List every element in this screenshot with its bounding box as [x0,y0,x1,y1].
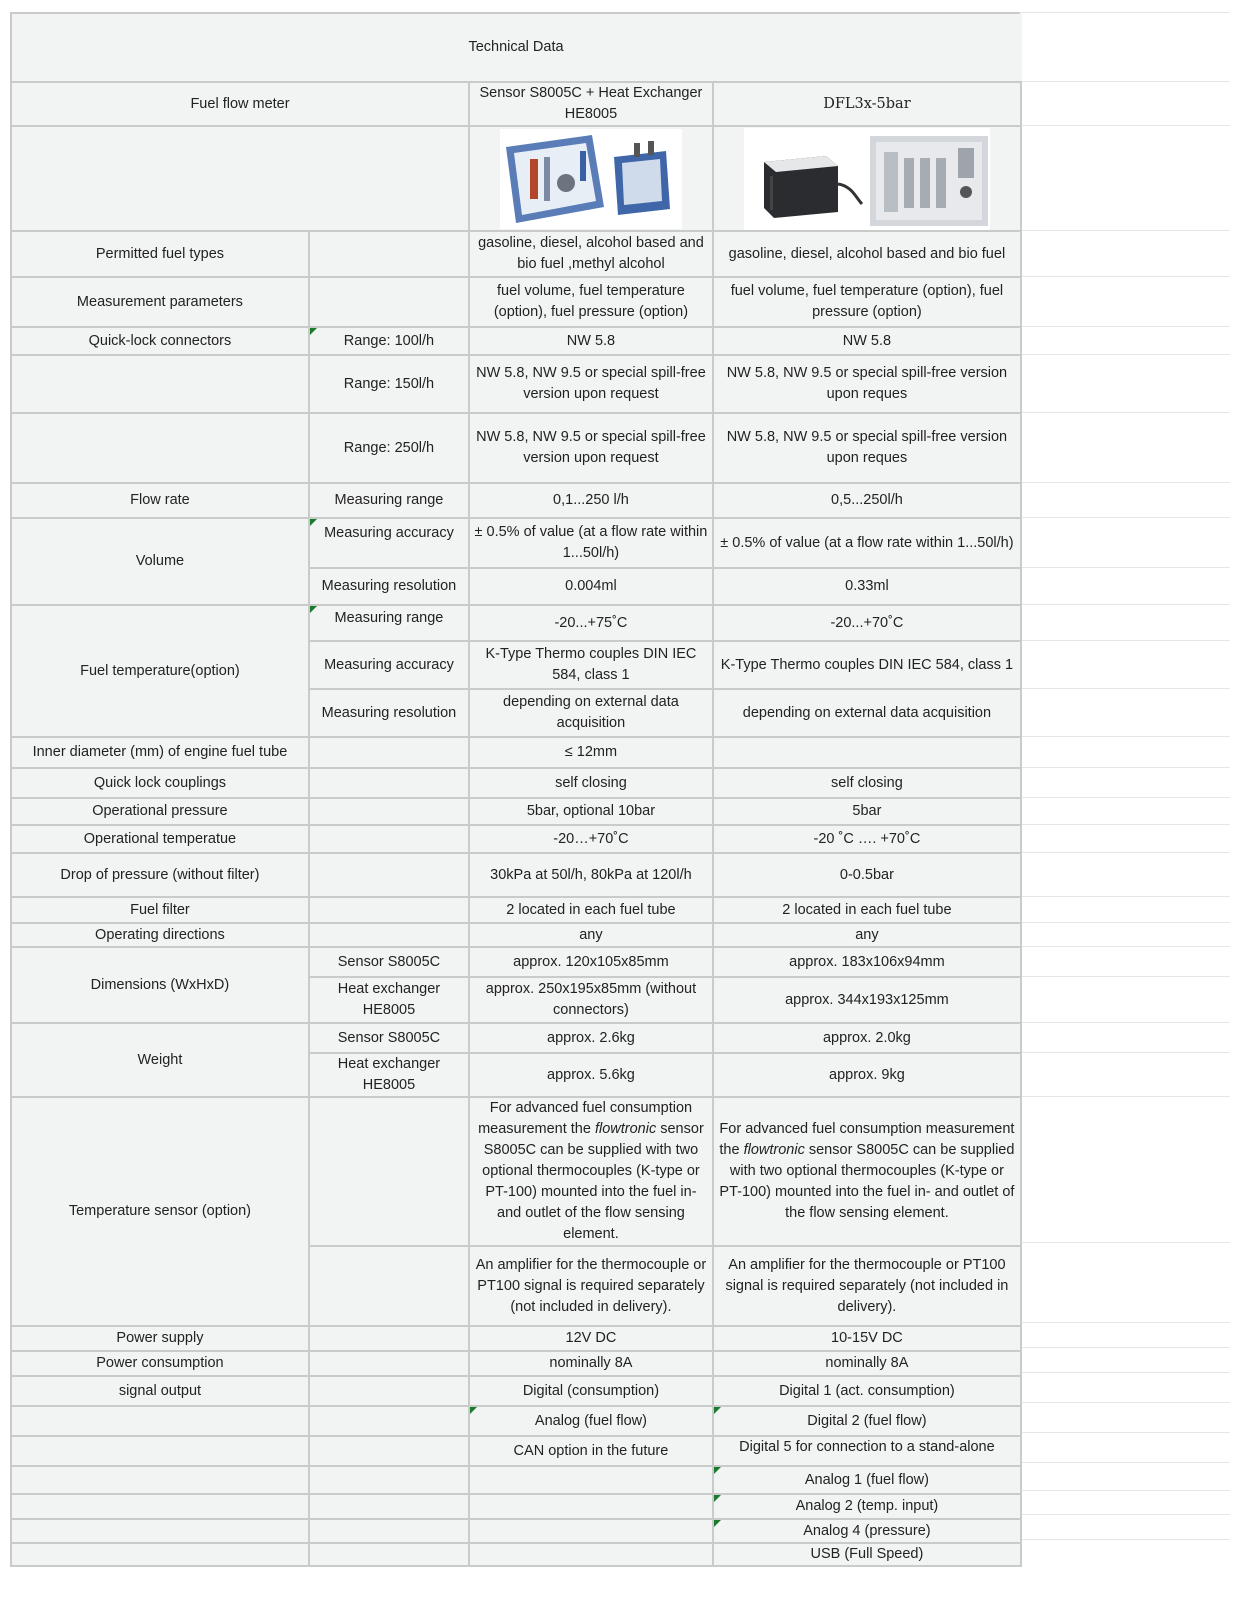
value-a: approx. 5.6kg [469,1053,713,1097]
row-label: Operational temperatue [11,825,309,853]
value-b: ± 0.5% of value (at a flow rate within 1...50l/h) [713,518,1021,568]
row-label: Measurement parameters [11,277,309,327]
row-volume-accuracy [11,518,1021,568]
row-label: signal output [11,1376,309,1406]
empty-cell [309,1466,469,1494]
value-b: 0,5...250l/h [713,483,1021,518]
row-operational-pressure [11,798,1021,825]
value-a: self closing [469,768,713,798]
value-b: nominally 8A [713,1351,1021,1376]
value-b: fuel volume, fuel temperature (option), fuel pressure (option) [713,277,1021,327]
row-label: Operating directions [11,923,309,947]
technical-data-table [10,12,1022,1567]
empty-cell [309,1519,469,1543]
sub-label: Sensor S8005C [309,947,469,977]
value-b: 2 located in each fuel tube [713,897,1021,923]
row-dimensions-sensor [11,947,1021,977]
empty-cell [309,825,469,853]
value-a: approx. 120x105x85mm [469,947,713,977]
value-text: Digital 2 (fuel flow) [807,1412,927,1429]
empty-cell [309,1436,469,1466]
row-label: Permitted fuel types [11,231,309,277]
value-b [713,1406,1021,1436]
sub-label [309,327,469,355]
value-a: NW 5.8, NW 9.5 or special spill-free version upon request [469,355,713,413]
row-quick-lock-150 [11,355,1021,413]
row-label: Temperature sensor (option) [11,1097,309,1326]
page-title: Technical Data [11,13,1021,82]
empty-cell [11,1406,309,1436]
empty-cell [309,737,469,768]
empty-cell [309,1543,469,1566]
value-a: NW 5.8, NW 9.5 or special spill-free version upon request [469,413,713,483]
sub-label: Measuring accuracy [309,641,469,689]
value-b: K-Type Thermo couples DIN IEC 584, class 1 [713,641,1021,689]
empty-cell [309,1326,469,1351]
row-signal-output-3 [11,1436,1021,1466]
row-fuel-temp-range [11,605,1021,641]
value-a: approx. 2.6kg [469,1023,713,1053]
empty-cell [309,1097,469,1246]
row-label: Weight [11,1023,309,1097]
value-b: -20...+70˚C [713,605,1021,641]
header-label: Fuel flow meter [11,82,469,126]
value-a [469,1519,713,1543]
value-b: -20 ˚C …. +70˚C [713,825,1021,853]
row-fuel-filter [11,897,1021,923]
value-a: depending on external data acquisition [469,689,713,737]
row-label: Quick lock couplings [11,768,309,798]
value-a: ± 0.5% of value (at a flow rate within 1...50l/h) [469,518,713,568]
value-b: Digital 1 (act. consumption) [713,1376,1021,1406]
value-a: CAN option in the future [469,1436,713,1466]
text-part: For advanced fuel consumption measurement the [478,1100,693,1137]
sub-label-text: Range: 100l/h [343,332,435,349]
text-part: sensor S8005C can be supplied with two optional thermocouples (K-type or PT-100) mounted into the fuel in- and outlet of the flow sensing element. [482,1121,704,1242]
empty-cell [309,768,469,798]
sub-label: Measuring resolution [309,689,469,737]
value-b: NW 5.8, NW 9.5 or special spill-free version upon reques [713,413,1021,483]
row-label: Flow rate [11,483,309,518]
empty-cell [309,1376,469,1406]
value-b [713,1097,1021,1246]
title-row [11,13,1021,82]
sub-label: Sensor S8005C [309,1023,469,1053]
sub-label: Heat exchanger HE8005 [309,977,469,1023]
sub-label: Range: 150l/h [309,355,469,413]
value-a: 2 located in each fuel tube [469,897,713,923]
empty-cell [11,126,469,231]
value-text: Analog 2 (temp. input) [795,1498,939,1514]
value-a: 12V DC [469,1326,713,1351]
sub-label: Measuring range [309,483,469,518]
row-inner-diameter [11,737,1021,768]
row-label: Fuel filter [11,897,309,923]
sub-label: Measuring resolution [309,568,469,605]
value-b [713,1494,1021,1519]
row-quick-lock-250 [11,413,1021,483]
row-signal-output-7 [11,1543,1021,1566]
value-text: Analog 4 (pressure) [803,1522,931,1539]
value-b [713,1466,1021,1494]
value-a [469,1466,713,1494]
empty-cell [309,1406,469,1436]
brand-name: flowtronic [594,1121,657,1137]
empty-cell [11,355,309,413]
value-a: ≤ 12mm [469,737,713,768]
row-weight-sensor [11,1023,1021,1053]
row-quick-lock-100 [11,327,1021,355]
spreadsheet-gridlines [1020,12,1230,1592]
value-b [713,1519,1021,1543]
text-part: For advanced fuel consumption measurement the [719,1121,1015,1158]
sub-label: Range: 250l/h [309,413,469,483]
value-a: approx. 250x195x85mm (without connectors) [469,977,713,1023]
image-row [11,126,1021,231]
row-measurement-parameters [11,277,1021,327]
value-a: K-Type Thermo couples DIN IEC 584, class 1 [469,641,713,689]
product-a-image-cell [469,126,713,231]
empty-cell [309,1351,469,1376]
text-part: sensor S8005C can be supplied with two optional thermocouples (K-type or PT-100) mounted into the fuel in- and outlet of the flow sensing element. [719,1142,1015,1221]
value-b: NW 5.8, NW 9.5 or special spill-free version upon reques [713,355,1021,413]
empty-cell [309,1246,469,1326]
sub-label: Heat exchanger HE8005 [309,1053,469,1097]
value-a: An amplifier for the thermocouple or PT100 signal is required separately (not included in delivery). [469,1246,713,1326]
empty-cell [11,1436,309,1466]
value-b: An amplifier for the thermocouple or PT100 signal is required separately (not included in delivery). [713,1246,1021,1326]
empty-cell [11,1519,309,1543]
row-label: Drop of pressure (without filter) [11,853,309,897]
row-label: Fuel temperature(option) [11,605,309,737]
row-signal-output-6 [11,1519,1021,1543]
product-b-image-cell [713,126,1021,231]
row-quick-lock-couplings [11,768,1021,798]
value-text: Analog 1 (fuel flow) [804,1471,929,1488]
empty-cell [11,413,309,483]
row-signal-output-2 [11,1406,1021,1436]
value-b: 0.33ml [713,568,1021,605]
value-a: -20…+70˚C [469,825,713,853]
value-b: approx. 344x193x125mm [713,977,1021,1023]
product-b-image [744,128,990,230]
empty-cell [309,798,469,825]
value-a: 0.004ml [469,568,713,605]
empty-cell [11,1466,309,1494]
row-power-supply [11,1326,1021,1351]
row-operational-temperature [11,825,1021,853]
value-a [469,1097,713,1246]
sub-label-text: Measuring accuracy [324,525,454,541]
brand-name: flowtronic [743,1142,805,1158]
value-b: 5bar [713,798,1021,825]
row-signal-output-5 [11,1494,1021,1519]
header-row [11,82,1021,126]
value-a: 30kPa at 50l/h, 80kPa at 120l/h [469,853,713,897]
sub-label [309,605,469,641]
value-b: 10-15V DC [713,1326,1021,1351]
value-b: self closing [713,768,1021,798]
empty-cell [11,1494,309,1519]
product-a-image [500,129,682,229]
value-b: approx. 2.0kg [713,1023,1021,1053]
value-a: any [469,923,713,947]
row-fuel-types [11,231,1021,277]
row-pressure-drop [11,853,1021,897]
empty-cell [309,923,469,947]
empty-cell [309,853,469,897]
row-label: Quick-lock connectors [11,327,309,355]
value-b: USB (Full Speed) [713,1543,1021,1566]
sub-label [309,518,469,568]
value-a: fuel volume, fuel temperature (option), fuel pressure (option) [469,277,713,327]
value-b: approx. 9kg [713,1053,1021,1097]
value-b: any [713,923,1021,947]
value-b: Digital 5 for connection to a stand-alone [713,1436,1021,1466]
value-a [469,1406,713,1436]
product-b-name: DFL3x-5bar [713,82,1021,126]
row-label: Power supply [11,1326,309,1351]
row-flow-rate [11,483,1021,518]
value-b: approx. 183x106x94mm [713,947,1021,977]
row-label: Dimensions (WxHxD) [11,947,309,1023]
empty-cell [309,1494,469,1519]
empty-cell [11,1543,309,1566]
empty-cell [309,897,469,923]
value-a: gasoline, diesel, alcohol based and bio fuel ,methyl alcohol [469,231,713,277]
empty-cell [309,231,469,277]
row-label: Volume [11,518,309,605]
value-a [469,1494,713,1519]
row-signal-output-1 [11,1376,1021,1406]
value-a: NW 5.8 [469,327,713,355]
row-label: Power consumption [11,1351,309,1376]
row-temp-sensor-desc [11,1097,1021,1246]
empty-cell [309,277,469,327]
product-a-name: Sensor S8005C + Heat Exchanger HE8005 [469,82,713,126]
row-label: Inner diameter (mm) of engine fuel tube [11,737,309,768]
value-a: 5bar, optional 10bar [469,798,713,825]
row-label: Operational pressure [11,798,309,825]
value-a: -20...+75˚C [469,605,713,641]
row-signal-output-4 [11,1466,1021,1494]
value-a: Digital (consumption) [469,1376,713,1406]
value-b: gasoline, diesel, alcohol based and bio fuel [713,231,1021,277]
value-b: depending on external data acquisition [713,689,1021,737]
value-b: NW 5.8 [713,327,1021,355]
value-a: nominally 8A [469,1351,713,1376]
row-power-consumption [11,1351,1021,1376]
value-a [469,1543,713,1566]
value-b [713,737,1021,768]
value-b: 0-0.5bar [713,853,1021,897]
row-operating-directions [11,923,1021,947]
sub-label-text: Measuring range [334,610,444,626]
value-a: 0,1...250 l/h [469,483,713,518]
value-text: Analog (fuel flow) [534,1412,647,1429]
